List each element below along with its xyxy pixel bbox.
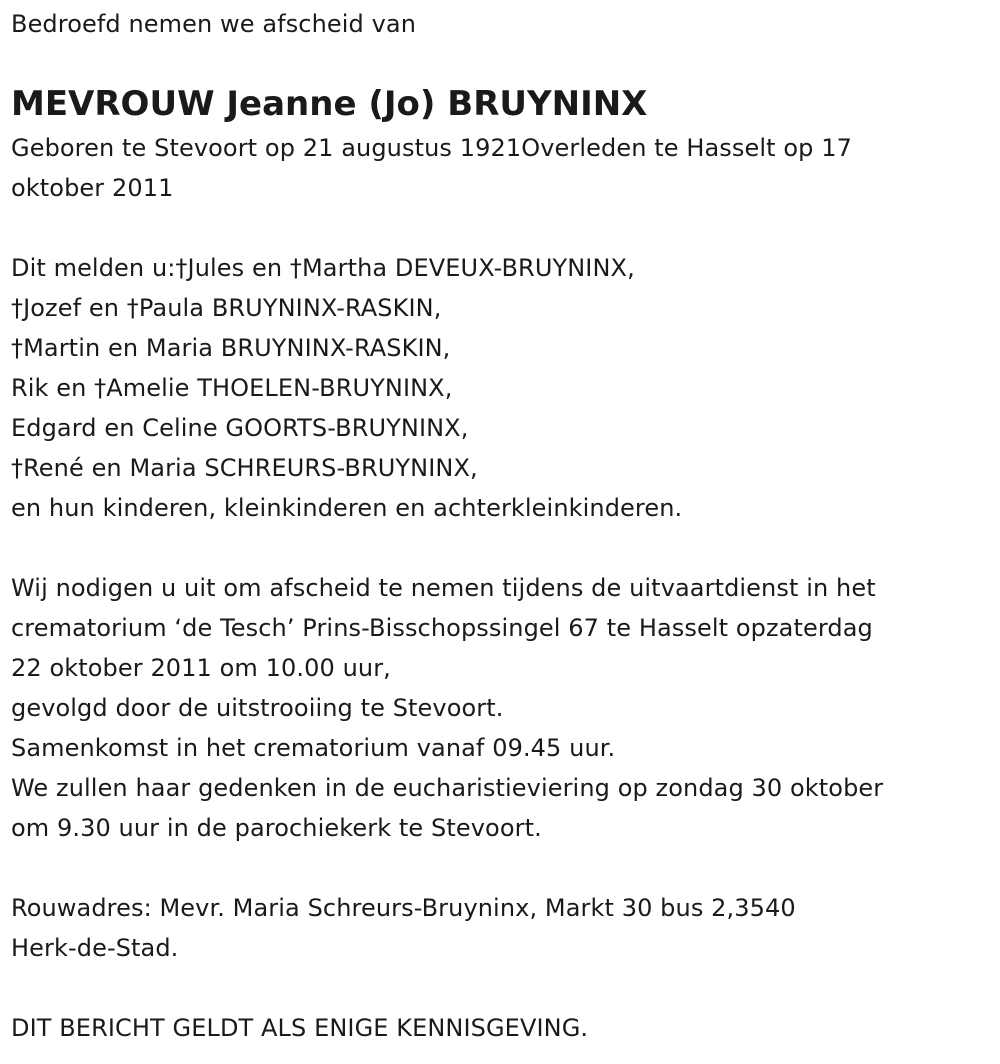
spacer xyxy=(11,48,991,78)
birth-death-block xyxy=(11,128,991,208)
spacer xyxy=(11,528,991,568)
intro-text: Bedroefd nemen we afscheid van xyxy=(11,10,417,38)
obituary-document xyxy=(11,0,991,1048)
relatives-line: Dit melden u:†Jules en †Martha DEVEUX-BRUYNINX, xyxy=(11,254,635,282)
ceremony-line: Wij nodigen u uit om afscheid te nemen tijdens de uitvaartdienst in het xyxy=(11,574,876,602)
relatives-block xyxy=(11,248,991,528)
ceremony-line: gevolgd door de uitstrooiing te Stevoort. xyxy=(11,694,504,722)
birth-death-line-1: Geboren te Stevoort op 21 augustus 1921Overleden te Hasselt op 17 xyxy=(11,134,852,162)
address-line-1: Rouwadres: Mevr. Maria Schreurs-Bruyninx, Markt 30 bus 2,3540 xyxy=(11,894,796,922)
spacer xyxy=(11,848,991,888)
ceremony-line: We zullen haar gedenken in de eucharistieviering op zondag 30 oktober xyxy=(11,774,884,802)
address-line-2: Herk-de-Stad. xyxy=(11,934,179,962)
relatives-line: Edgard en Celine GOORTS-BRUYNINX, xyxy=(11,414,469,442)
ceremony-line: Samenkomst in het crematorium vanaf 09.45 uur. xyxy=(11,734,616,762)
spacer xyxy=(11,968,991,1008)
deceased-name: MEVROUW Jeanne (Jo) BRUYNINX xyxy=(11,84,648,124)
birth-death-line-2: oktober 2011 xyxy=(11,174,174,202)
relatives-line: †Martin en Maria BRUYNINX-RASKIN, xyxy=(11,334,451,362)
ceremony-line: 22 oktober 2011 om 10.00 uur, xyxy=(11,654,391,682)
relatives-line: en hun kinderen, kleinkinderen en achterkleinkinderen. xyxy=(11,494,683,522)
ceremony-block xyxy=(11,568,991,848)
address-block xyxy=(11,888,991,968)
relatives-line: Rik en †Amelie THOELEN-BRUYNINX, xyxy=(11,374,453,402)
relatives-line: †René en Maria SCHREURS-BRUYNINX, xyxy=(11,454,478,482)
spacer xyxy=(11,208,991,248)
relatives-line: †Jozef en †Paula BRUYNINX-RASKIN, xyxy=(11,294,442,322)
notice-text: DIT BERICHT GELDT ALS ENIGE KENNISGEVING. xyxy=(11,1014,589,1042)
ceremony-line: crematorium ‘de Tesch’ Prins-Bisschopssingel 67 te Hasselt opzaterdag xyxy=(11,614,873,642)
ceremony-line: om 9.30 uur in de parochiekerk te Stevoort. xyxy=(11,814,542,842)
